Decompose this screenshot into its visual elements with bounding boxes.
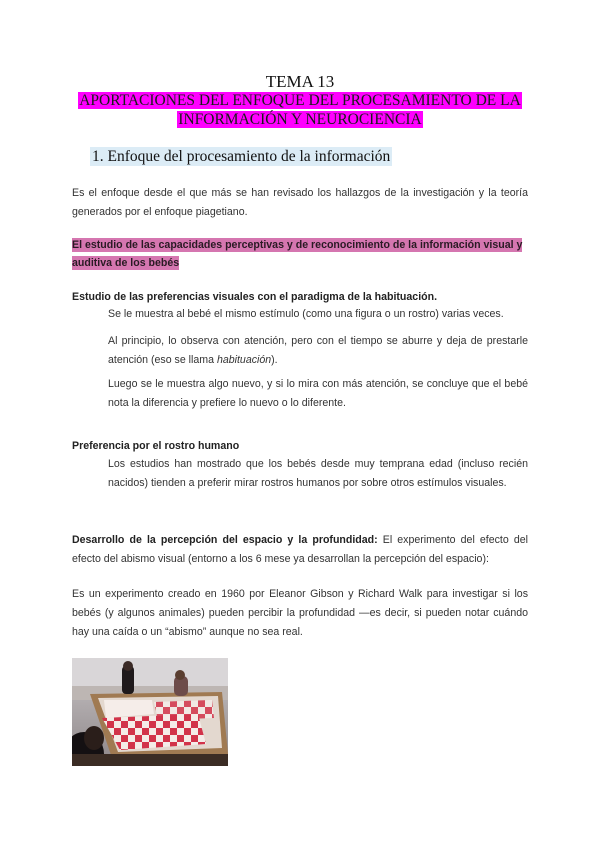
habituation-paragraph-3: Luego se le muestra algo nuevo, y si lo mira con más atención, se concluye que el bebé nota la diferencia y prefiere lo nuevo o lo diferente. — [108, 378, 528, 409]
highlight-heading: El estudio de las capacidades perceptivas y de reconocimiento de la información visual y auditiva de los bebés — [72, 239, 523, 269]
habituation-paragraph-1: Se le muestra al bebé el mismo estímulo (como una figura o un rostro) varias veces. — [108, 308, 504, 320]
intro-paragraph: Es el enfoque desde el que más se han revisado los hallazgos de la investigación y la teoría generados por el enfoque piagetiano. — [72, 187, 528, 218]
title-line-1: APORTACIONES DEL ENFOQUE DEL PROCESAMIENTO DE LA — [79, 92, 521, 109]
tema-number: TEMA 13 — [265, 72, 335, 91]
title-line-2: INFORMACIÓN Y NEUROCIENCIA — [178, 111, 422, 128]
depth-perception-paragraph: Desarrollo de la percepción del espacio y la profundidad: El experimento del efecto del efecto del abismo visual (entorno a los 6 mese ya desarrollan la percepción del espacio): — [72, 534, 528, 565]
face-preference-paragraph: Los estudios han mostrado que los bebés desde muy temprana edad (incluso recién nacidos) tienden a preferir mirar rostros humanos por sobre otros estímulos visuales. — [108, 458, 528, 489]
subheading-face-preference: Preferencia por el rostro humano — [72, 440, 240, 452]
habituation-paragraph-2: Al principio, lo observa con atención, pero con el tiempo se aburre y deja de prestarle atención (eso se llama habituación). — [108, 335, 528, 366]
visual-cliff-paragraph: Es un experimento creado en 1960 por Eleanor Gibson y Richard Walk para investigar si los bebés (y algunos animales) pueden percibir la profundidad —es decir, si pueden notar cuándo hay una caída o un “abismo” aunque no sea real. — [72, 588, 528, 638]
depth-perception-heading: Desarrollo de la percepción del espacio y la profundidad: — [72, 534, 378, 546]
section-heading: 1. Enfoque del procesamiento de la información — [92, 148, 391, 165]
visual-cliff-photo — [72, 658, 228, 766]
subheading-habituation: Estudio de las preferencias visuales con el paradigma de la habituación. — [72, 291, 438, 303]
